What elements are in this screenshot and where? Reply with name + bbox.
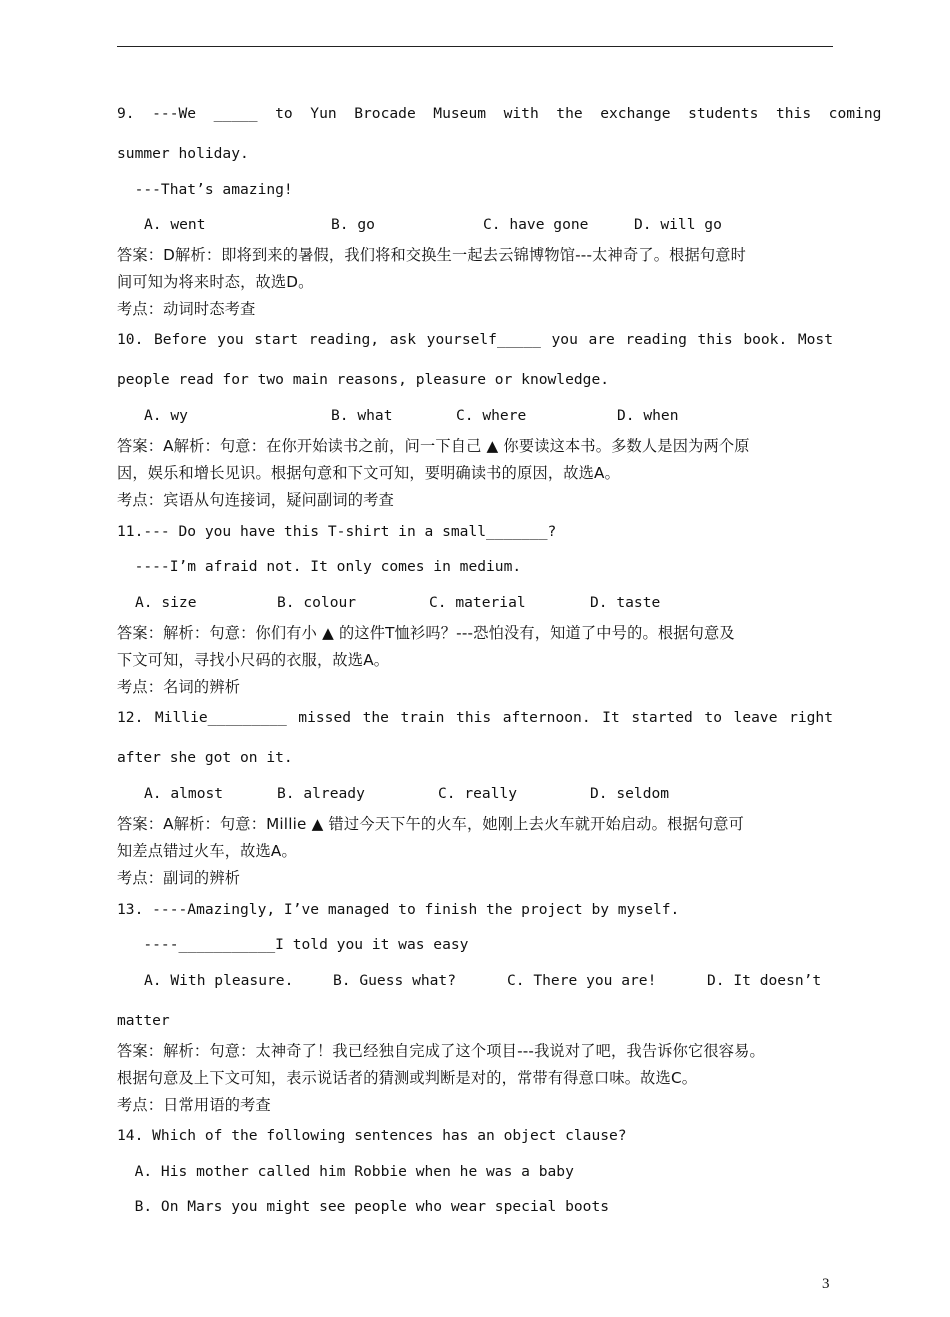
q13-option-d: D. It doesn’t	[707, 972, 822, 989]
q9-stem: 9. ---We _____ to Yun Brocade Museum with the exchange students this coming	[117, 105, 882, 122]
q13-option-c: C. There you are!	[507, 972, 657, 989]
q12-answer: 答案：A解析：句意：Millie ▲ 错过今天下午的火车，她刚上去火车就开始启动。根据句意可	[117, 815, 745, 833]
q12-stem-cont: after she got on it.	[117, 749, 293, 766]
q12-option-a: A. almost	[144, 785, 224, 802]
q11-option-d: D. taste	[590, 594, 661, 611]
q11-reply: ----I’m afraid not. It only comes in medium.	[117, 558, 522, 575]
q10-option-b: B. what	[331, 407, 393, 424]
q13-kaodian: 考点：日常用语的考查	[117, 1096, 271, 1114]
q13-option-a: A. With pleasure.	[144, 972, 294, 989]
q9-reply: ---That’s amazing!	[117, 181, 293, 198]
q12-option-d: D. seldom	[590, 785, 670, 802]
q9-option-c: C. have gone	[483, 216, 589, 233]
q12-kaodian: 考点：副词的辨析	[117, 869, 241, 887]
q13-reply: ----___________I told you it was easy	[117, 936, 469, 953]
q10-option-c: C. where	[456, 407, 527, 424]
q13-stem: 13. ----Amazingly, I’ve managed to finish the project by myself.	[117, 901, 680, 918]
q10-option-d: D. when	[617, 407, 679, 424]
q9-option-d: D. will go	[634, 216, 722, 233]
q10-stem: 10. Before you start reading, ask yourself_____ you are reading this book. Most	[117, 331, 833, 348]
q13-option-b: B. Guess what?	[333, 972, 457, 989]
q13-answer-cont: 根据句意及上下文可知，表示说话者的猜测或判断是对的，常带有得意口味。故选C。	[117, 1069, 698, 1087]
q12-option-b: B. already	[277, 785, 365, 802]
q10-kaodian: 考点：宾语从句连接词，疑问副词的考查	[117, 491, 394, 509]
q14-option-b: B. On Mars you might see people who wear special boots	[117, 1198, 610, 1215]
q13-option-d-cont: matter	[117, 1012, 170, 1029]
q11-option-a: A. size	[135, 594, 197, 611]
q14-option-a: A. His mother called him Robbie when he was a baby	[117, 1163, 574, 1180]
q13-answer: 答案：解析：句意：太神奇了！我已经独自完成了这个项目---我说对了吧，我告诉你它很容易。	[117, 1042, 765, 1060]
q12-answer-cont: 知差点错过火车，故选A。	[117, 842, 297, 860]
q12-stem: 12. Millie_________ missed the train this afternoon. It started to leave right	[117, 709, 833, 726]
q10-option-a: A. wy	[144, 407, 188, 424]
q11-answer-cont: 下文可知，寻找小尺码的衣服，故选A。	[117, 651, 390, 669]
q9-answer-cont: 间可知为将来时态，故选D。	[117, 273, 314, 291]
q9-option-a: A. went	[144, 216, 206, 233]
q10-stem-cont: people read for two main reasons, pleasure or knowledge.	[117, 371, 610, 388]
q12-option-c: C. really	[438, 785, 518, 802]
page-number: 3	[822, 1276, 830, 1292]
header-rule	[117, 46, 833, 47]
q9-kaodian: 考点：动词时态考查	[117, 300, 256, 318]
q11-answer: 答案：解析：句意：你们有小 ▲ 的这件T恤衫吗？---恐怕没有，知道了中号的。根据句意及	[117, 624, 735, 642]
q9-answer: 答案：D解析：即将到来的暑假，我们将和交换生一起去云锦博物馆---太神奇了。根据句意时	[117, 246, 747, 264]
q9-option-b: B. go	[331, 216, 375, 233]
q10-answer-cont: 因，娱乐和增长见识。根据句意和下文可知，要明确读书的原因，故选A。	[117, 464, 620, 482]
q11-option-b: B. colour	[277, 594, 357, 611]
q11-option-c: C. material	[429, 594, 526, 611]
q11-kaodian: 考点：名词的辨析	[117, 678, 241, 696]
q9-stem-cont: summer holiday.	[117, 145, 249, 162]
q10-answer: 答案：A解析：句意：在你开始读书之前，问一下自己 ▲ 你要读这本书。多数人是因为两个原	[117, 437, 750, 455]
q14-stem: 14. Which of the following sentences has an object clause?	[117, 1127, 627, 1144]
q11-stem: 11.--- Do you have this T-shirt in a small_______?	[117, 523, 557, 540]
